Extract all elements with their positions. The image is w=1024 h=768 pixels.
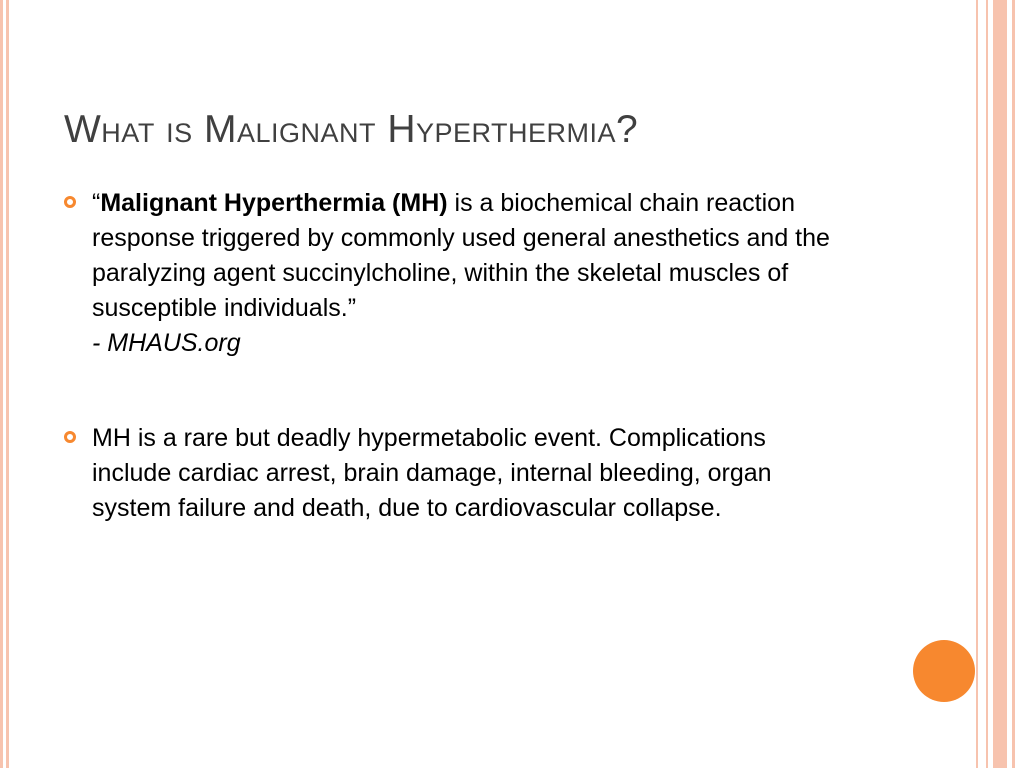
definition-text: is a biochemical chain reaction response triggered by commonly used general anesthetics and the paralyzing agent succinylcholine, within the skeletal muscles of susceptible individuals.” xyxy=(92,189,830,322)
right-border-stripe-3 xyxy=(993,0,1007,768)
right-border-stripe-4 xyxy=(1012,0,1015,768)
bullet-text: MH is a rare but deadly hypermetabolic event. Complications include cardiac arrest, brain damage, internal bleeding, organ system failure and death, due to cardiovascular collapse. xyxy=(92,424,772,522)
bold-term: Malignant Hyperthermia (MH) xyxy=(100,189,448,217)
bullet-ring-icon xyxy=(64,431,76,443)
slide-title: What is Malignant Hyperthermia? xyxy=(64,108,639,151)
quote-attribution: - MHAUS.org xyxy=(92,329,241,357)
right-border-stripe-2 xyxy=(986,0,988,768)
left-border-stripe xyxy=(0,0,3,768)
orange-circle-decoration xyxy=(913,640,975,702)
bullet-ring-icon xyxy=(64,196,76,208)
left-border-stripe-inner xyxy=(6,0,9,768)
bullet-item-definition xyxy=(62,186,842,361)
quote-open-mark: “ xyxy=(92,189,101,217)
bullet-item-complications xyxy=(62,421,842,526)
bullet-text xyxy=(92,186,842,361)
right-border-stripe-1 xyxy=(976,0,978,768)
